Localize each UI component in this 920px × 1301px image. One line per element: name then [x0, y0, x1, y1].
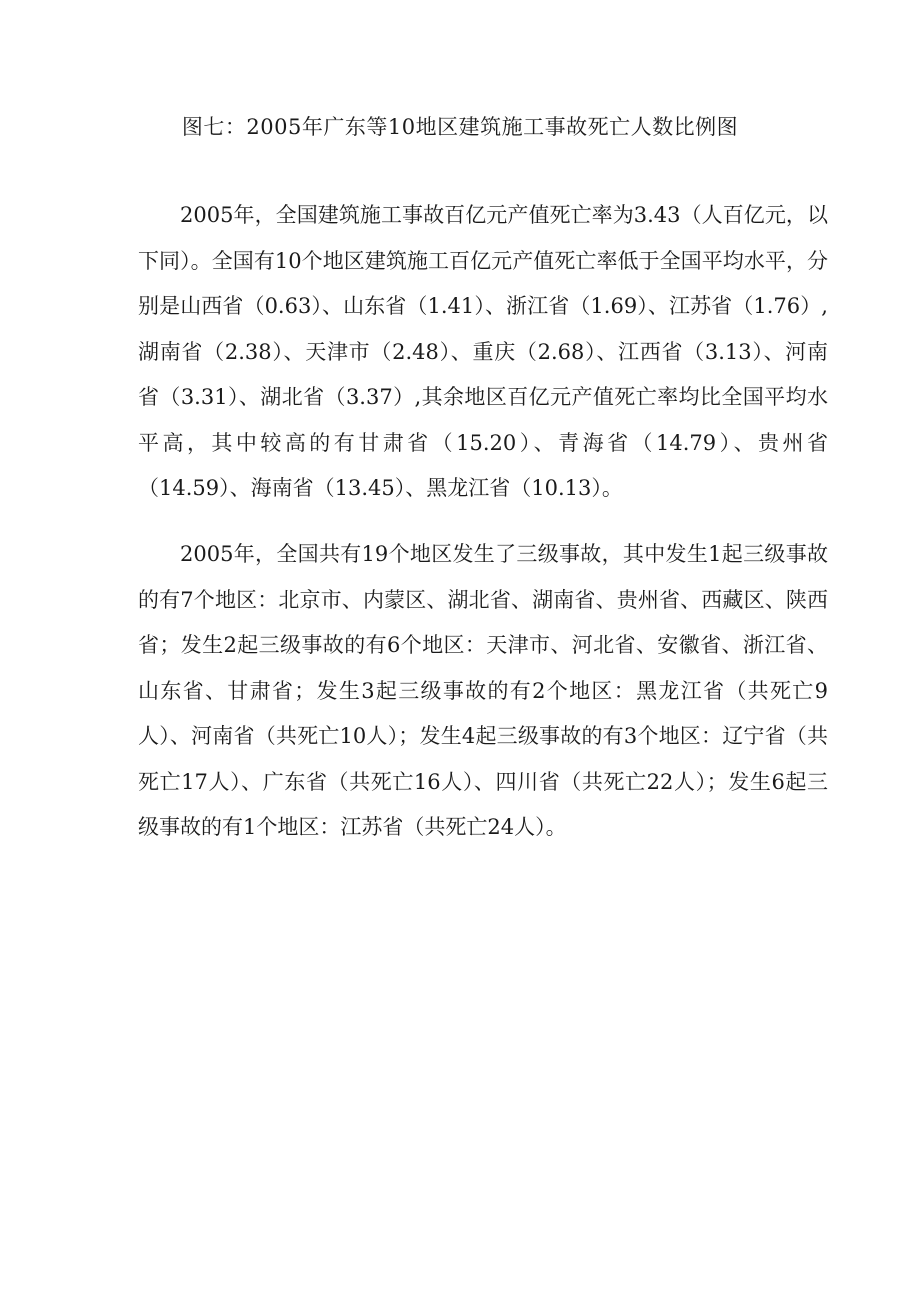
figure-caption: 图七：2005年广东等10地区建筑施工事故死亡人数比例图 [181, 115, 739, 139]
paragraph-mortality-rate: 2005年，全国建筑施工事故百亿元产值死亡率为3.43（人百亿元，以下同）。全国有10个地区建筑施工百亿元产值死亡率低于全国平均水平，分别是山西省（0.63）、山东省（1.41）、浙江省（1.69）、江苏省（1.76）,湖南省（2.38）、天津市（2.48）、重庆（2.68）、江西省（3.13）、河南省（3.31）、湖北省（3.37）,其余地区百亿元产值死亡率均比全国平均水平高，其中较高的有甘肃省（15.20）、青海省（14.79）、贵州省（14.59）、海南省（13.45）、黑龙江省（10.13）。 [138, 203, 828, 500]
paragraph-accident-regions: 2005年，全国共有19个地区发生了三级事故，其中发生1起三级事故的有7个地区：北京市、内蒙区、湖北省、湖南省、贵州省、西藏区、陕西省；发生2起三级事故的有6个地区：天津市、河北省、安徽省、浙江省、山东省、甘肃省；发生3起三级事故的有2个地区：黑龙江省（共死亡9人）、河南省（共死亡10人）；发生4起三级事故的有3个地区：辽宁省（共死亡17人）、广东省（共死亡16人）、四川省（共死亡22人）；发生6起三级事故的有1个地区：江苏省（共死亡24人）。 [138, 542, 828, 839]
